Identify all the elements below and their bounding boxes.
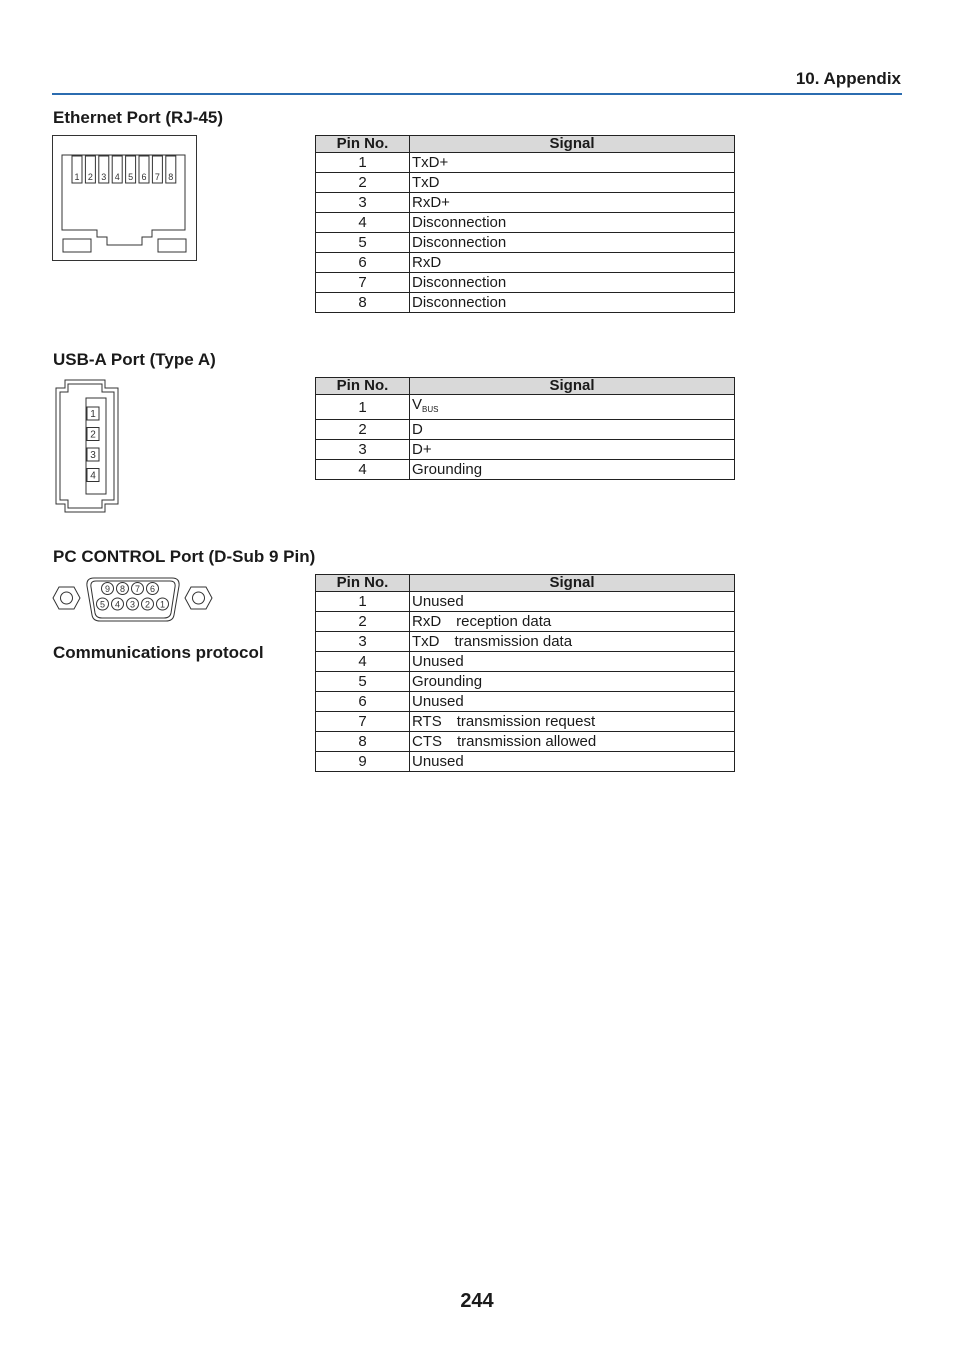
- pin-number-cell: 5: [316, 672, 410, 692]
- pin-number-cell: 1: [316, 592, 410, 612]
- pin-number-cell: 7: [316, 712, 410, 732]
- signal-cell: [410, 672, 735, 692]
- signal-cell: [410, 692, 735, 712]
- signal-cell: [410, 395, 735, 420]
- rj45-pin-label: 5: [128, 172, 134, 182]
- usb-section-title: USB-A Port (Type A): [53, 350, 216, 369]
- ethernet-section-title: Ethernet Port (RJ-45): [53, 108, 224, 127]
- signal-text: CTS transmission allowed: [412, 733, 597, 750]
- table-row: [316, 672, 735, 692]
- table-row: [316, 293, 735, 313]
- signal-cell: [410, 652, 735, 672]
- dsub-pin-label: 5: [99, 599, 106, 610]
- usb-pin-label: 3: [90, 450, 96, 461]
- signal-subscript: BUS: [422, 405, 439, 414]
- signal-text: V: [412, 396, 423, 413]
- dsub-pin-label: 3: [129, 599, 136, 610]
- signal-header: Signal: [410, 136, 735, 153]
- pin-number-cell: 7: [316, 273, 410, 293]
- signal-text: RTS transmission request: [412, 713, 596, 730]
- pc-control-pin-table: [315, 574, 735, 772]
- pin-no-header: Pin No.: [316, 136, 410, 153]
- pin-number-cell: 9: [316, 752, 410, 772]
- usb-pin-label: 4: [90, 470, 96, 482]
- dsub9-port-diagram: [52, 576, 214, 624]
- pin-number-cell: 2: [316, 420, 410, 440]
- signal-text: Unused: [412, 753, 464, 770]
- signal-text: TxD+: [412, 154, 449, 171]
- signal-cell: [410, 253, 735, 273]
- pin-number-cell: 3: [316, 440, 410, 460]
- table-row: [316, 712, 735, 732]
- rj45-pin-label: 6: [141, 172, 147, 182]
- signal-cell: [410, 293, 735, 313]
- dsub-pin-label: 2: [144, 599, 151, 610]
- table-row: [316, 193, 735, 213]
- table-row: [316, 592, 735, 612]
- table-row: [316, 692, 735, 712]
- signal-text: Disconnection: [412, 274, 507, 291]
- signal-text: RxD+: [412, 194, 450, 211]
- pin-number-cell: 2: [316, 612, 410, 632]
- table-row: [316, 752, 735, 772]
- table-row: [316, 440, 735, 460]
- signal-cell: [410, 612, 735, 632]
- pin-number-cell: 4: [316, 460, 410, 480]
- signal-cell: [410, 632, 735, 652]
- communications-protocol-title: Communications protocol: [53, 643, 264, 662]
- pin-number-cell: 6: [316, 692, 410, 712]
- pin-no-header: Pin No.: [316, 575, 410, 592]
- usb-pin-table: [315, 377, 735, 480]
- ethernet-pin-table: [315, 135, 735, 313]
- header-divider: [52, 93, 902, 95]
- table-row: [316, 395, 735, 420]
- pin-number-cell: 3: [316, 193, 410, 213]
- signal-cell: [410, 233, 735, 253]
- pin-number-cell: 1: [316, 153, 410, 173]
- signal-header: Signal: [410, 378, 735, 395]
- pin-number-cell: 4: [316, 213, 410, 233]
- rj45-pin-label: 7: [154, 172, 160, 182]
- pc-control-section-title: PC CONTROL Port (D-Sub 9 Pin): [53, 547, 316, 566]
- signal-text: D: [412, 421, 423, 438]
- pin-number-cell: 6: [316, 253, 410, 273]
- signal-cell: [410, 173, 735, 193]
- signal-cell: [410, 273, 735, 293]
- pin-number-cell: 8: [316, 293, 410, 313]
- usb-pin-label: 2: [90, 429, 96, 441]
- table-row: [316, 460, 735, 480]
- signal-cell: [410, 193, 735, 213]
- signal-cell: [410, 440, 735, 460]
- pin-number-cell: 4: [316, 652, 410, 672]
- rj45-pin-label: 3: [101, 172, 107, 182]
- usb-pin-label: 1: [90, 409, 96, 420]
- table-row: [316, 273, 735, 293]
- table-row: [316, 732, 735, 752]
- signal-text: Unused: [412, 693, 464, 710]
- signal-text: TxD transmission data: [412, 633, 573, 650]
- dsub-pin-label: 9: [104, 584, 111, 594]
- signal-text: Disconnection: [412, 234, 507, 251]
- page-number: 244: [460, 1290, 494, 1312]
- dsub-pin-label: 1: [159, 599, 166, 610]
- table-row: [316, 173, 735, 193]
- table-row: [316, 632, 735, 652]
- pin-number-cell: 5: [316, 233, 410, 253]
- pin-number-cell: 8: [316, 732, 410, 752]
- table-row: [316, 253, 735, 273]
- table-row: [316, 213, 735, 233]
- dsub-pin-label: 7: [134, 584, 141, 594]
- table-row: [316, 420, 735, 440]
- signal-cell: [410, 712, 735, 732]
- signal-cell: [410, 153, 735, 173]
- table-row: [316, 612, 735, 632]
- dsub-pin-label: 4: [114, 599, 121, 610]
- rj45-pin-label: 4: [114, 172, 120, 182]
- pin-number-cell: 3: [316, 632, 410, 652]
- signal-text: Unused: [412, 653, 464, 670]
- signal-cell: [410, 420, 735, 440]
- rj45-pin-label: 8: [168, 172, 174, 182]
- signal-cell: [410, 460, 735, 480]
- pin-number-cell: 1: [316, 395, 410, 420]
- signal-text: Disconnection: [412, 294, 507, 311]
- pin-number-cell: 2: [316, 173, 410, 193]
- signal-text: TxD: [412, 174, 440, 191]
- signal-cell: [410, 732, 735, 752]
- signal-text: RxD reception data: [412, 613, 552, 630]
- signal-text: Grounding: [412, 673, 483, 690]
- table-row: [316, 652, 735, 672]
- signal-cell: [410, 752, 735, 772]
- signal-text: Disconnection: [412, 214, 507, 231]
- table-row: [316, 153, 735, 173]
- usb-a-port-diagram: [52, 376, 124, 516]
- dsub-pin-label: 8: [119, 584, 126, 594]
- dsub-pin-label: 6: [149, 584, 156, 594]
- signal-header: Signal: [410, 575, 735, 592]
- rj45-port-diagram: [52, 135, 198, 262]
- table-row: [316, 233, 735, 253]
- signal-text: RxD: [412, 254, 442, 271]
- signal-cell: [410, 592, 735, 612]
- pin-no-header: Pin No.: [316, 378, 410, 395]
- rj45-pin-label: 2: [87, 172, 93, 182]
- signal-text: Grounding: [412, 461, 483, 478]
- chapter-title: 10. Appendix: [795, 69, 901, 88]
- signal-text: Unused: [412, 593, 464, 610]
- rj45-pin-label: 1: [74, 172, 80, 182]
- signal-text: D+: [412, 441, 432, 458]
- signal-cell: [410, 213, 735, 233]
